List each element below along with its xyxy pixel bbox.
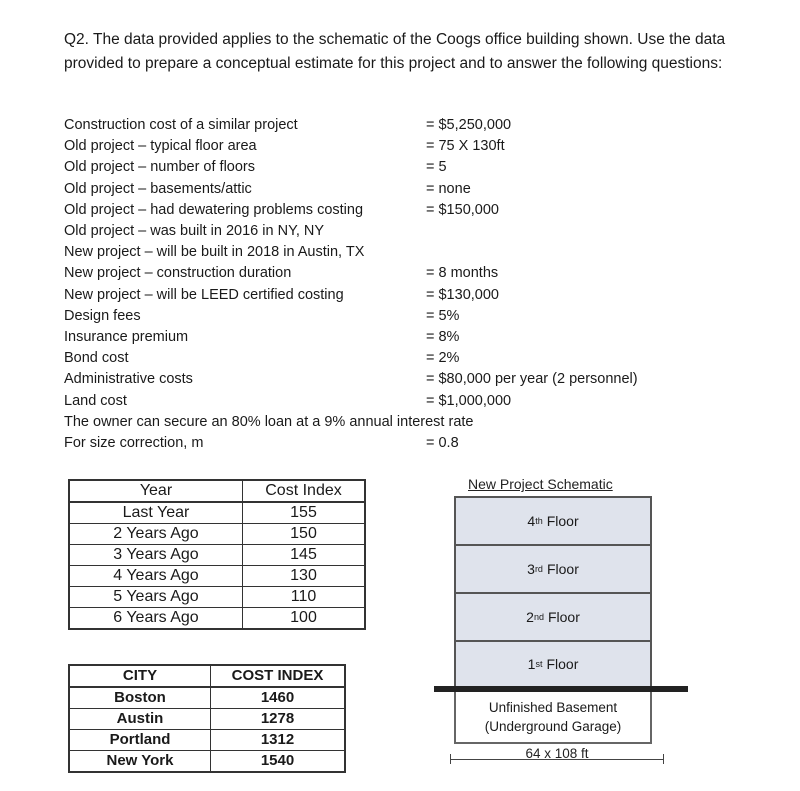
data-row-value: = 2%	[426, 350, 460, 367]
data-row-value: = $5,250,000	[426, 117, 512, 133]
column-header-year: Year	[69, 480, 243, 502]
table-row	[69, 730, 345, 751]
cost-index-cell: 1460	[211, 687, 346, 709]
city-cost-index-table	[68, 664, 346, 773]
table-header-row	[69, 665, 345, 687]
table-row	[69, 751, 345, 773]
data-row-label: New project – construction duration	[64, 265, 292, 282]
data-row-value: = 75 X 130ft	[426, 138, 505, 155]
floor-number: 4	[527, 513, 536, 529]
cost-index-cell: 1540	[211, 751, 346, 773]
year-cell: Last Year	[69, 502, 243, 524]
floor-box	[454, 496, 652, 546]
floor-word: Floor	[546, 561, 579, 577]
floor-ordinal-suffix: nd	[533, 612, 544, 622]
question-text: Q2. The data provided applies to the schematic of the Coogs office building shown. Use the data provided to prepare a conceptual estimate for this project and to answer the following questions:	[64, 31, 726, 72]
year-cell: 3 Years Ago	[69, 545, 243, 566]
cost-index-cell: 1278	[211, 709, 346, 730]
year-cell: 5 Years Ago	[69, 587, 243, 608]
floor-number: 2	[526, 609, 534, 625]
data-row-label: New project – will be built in 2018 in Austin, TX	[64, 244, 365, 261]
year-cell: 4 Years Ago	[69, 566, 243, 587]
column-header-cost-index: Cost Index	[243, 480, 366, 502]
data-row-value: = $80,000 per year (2 personnel)	[426, 371, 638, 388]
floor-number: 1	[527, 656, 536, 672]
table-row	[69, 608, 365, 630]
dimension-label: 64 x 108 ft	[525, 746, 589, 761]
floor-word: Floor	[546, 656, 579, 672]
data-row-label: For size correction, m	[64, 435, 204, 451]
data-row-value: = 8%	[426, 329, 460, 345]
cost-index-cell: 145	[243, 545, 366, 566]
data-row-label: Old project – typical floor area	[64, 138, 257, 155]
floor-box	[454, 592, 652, 642]
city-cell: Boston	[69, 687, 211, 709]
basement-box	[454, 692, 652, 744]
floor-word: Floor	[546, 513, 579, 529]
cost-index-cell: 1312	[211, 730, 346, 751]
table-row	[69, 502, 365, 524]
data-row-value: = none	[426, 180, 471, 197]
cost-index-cell: 100	[243, 608, 366, 630]
schematic-title: New Project Schematic	[468, 476, 613, 492]
year-cell: 6 Years Ago	[69, 608, 243, 630]
floor-ordinal-suffix: rd	[534, 564, 543, 574]
basement-sublabel: (Underground Garage)	[484, 719, 622, 734]
data-row-value: = $1,000,000	[426, 392, 512, 409]
data-row-value: = 5%	[426, 307, 460, 324]
cost-index-cell: 110	[243, 587, 366, 608]
column-header-city: CITY	[69, 665, 211, 687]
table-row	[69, 566, 365, 587]
data-row-value: = 8 months	[426, 265, 499, 282]
floor-box	[454, 544, 652, 594]
city-cell: New York	[69, 751, 211, 773]
data-row-label: New project – will be LEED certified costing	[64, 286, 344, 303]
year-cost-index-table	[68, 479, 366, 630]
cost-index-cell: 155	[243, 502, 366, 524]
floor-ordinal-suffix: th	[535, 516, 543, 526]
dimension-indicator	[450, 748, 664, 762]
floor-box	[454, 640, 652, 688]
table-header-row	[69, 480, 365, 502]
cost-index-cell: 150	[243, 524, 366, 545]
floor-number: 3	[527, 561, 535, 577]
data-row-value: = $130,000	[426, 286, 499, 303]
cost-index-cell: 130	[243, 566, 366, 587]
data-row-label: The owner can secure an 80% loan at a 9% annual interest rate	[64, 413, 474, 430]
data-row-label: Bond cost	[64, 350, 129, 367]
table-row	[69, 687, 345, 709]
data-row-label: Old project – basements/attic	[64, 180, 252, 197]
year-cell: 2 Years Ago	[69, 524, 243, 545]
floor-word: Floor	[547, 609, 580, 625]
data-row-label: Insurance premium	[64, 329, 189, 345]
basement-label: Unfinished Basement	[488, 700, 618, 715]
data-row-value: = 5	[426, 159, 447, 176]
data-row-label: Land cost	[64, 392, 127, 409]
column-header-cost-index: COST INDEX	[211, 665, 346, 687]
table-row	[69, 709, 345, 730]
floor-ordinal-suffix: st	[535, 659, 543, 669]
data-row-value: = $150,000	[426, 201, 499, 218]
data-row-label: Old project – had dewatering problems costing	[64, 201, 364, 218]
data-row-label: Old project – was built in 2016 in NY, NY	[64, 223, 325, 239]
data-row-label: Administrative costs	[64, 371, 193, 388]
data-row-label: Construction cost of a similar project	[64, 117, 298, 133]
building-schematic	[430, 472, 690, 772]
data-row-value: = 0.8	[426, 435, 459, 451]
data-row-label: Old project – number of floors	[64, 159, 256, 176]
city-cell: Austin	[69, 709, 211, 730]
table-row	[69, 524, 365, 545]
table-row	[69, 545, 365, 566]
data-row-label: Design fees	[64, 307, 141, 324]
table-row	[69, 587, 365, 608]
city-cell: Portland	[69, 730, 211, 751]
